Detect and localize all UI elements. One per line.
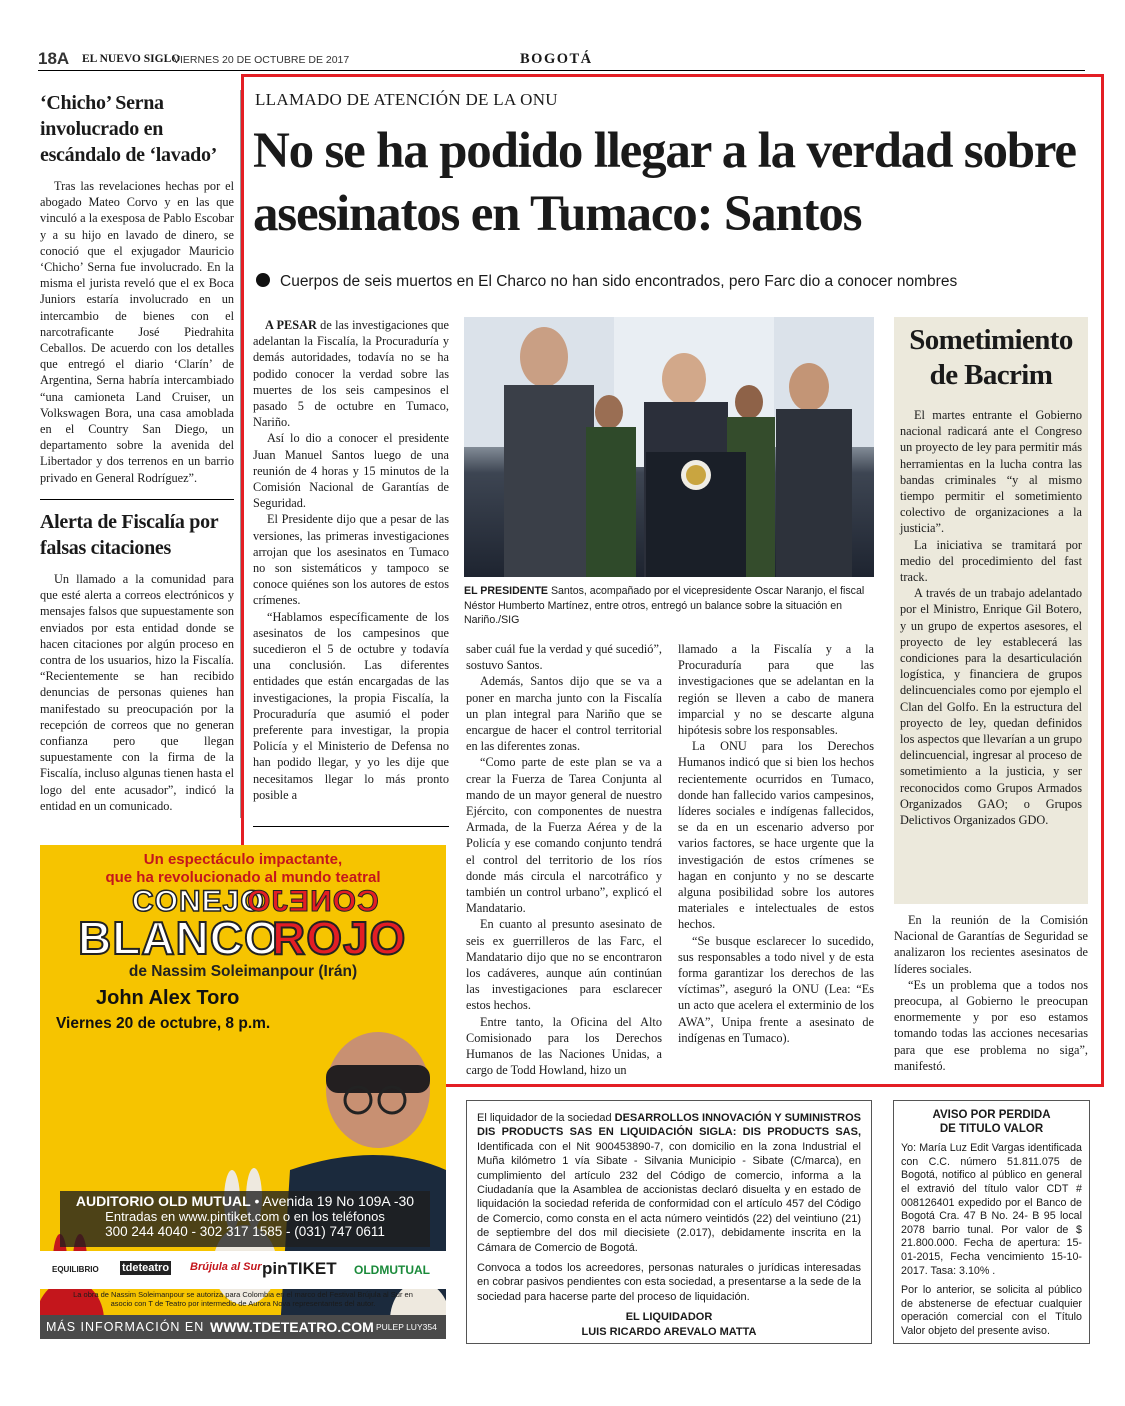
logo-brujula: Brújula al Sur	[190, 1261, 262, 1273]
ad-footer	[40, 1315, 446, 1339]
ad-title-conejo-mirror: CONEJO	[246, 885, 379, 918]
ad-title-blanco: BLANCO	[78, 912, 281, 964]
brief-fiscalia-title: Alerta de Fiscalía por falsas citaciones	[40, 511, 218, 559]
theatre-ad[interactable]	[40, 845, 446, 1339]
ad-more: MÁS INFORMACIÓN EN	[46, 1320, 205, 1334]
story-col-1: A PESAR de las investigaciones que adelantan la Fiscalía, la Procuraduría y demás autoridades, todavía no se ha podido conocer la verdad sobre las muertes de los seis campesinos el pasado 5 de octubre en Tumaco, Nariño. Así lo dio a conocer el presidente Juan Manuel Santos luego de una reunión de 4 horas y 15 minutos de la Comisión Nacional de Garantías de Seguridad. El Presidente dijo que a pesar de las versiones, las primeras investigaciones arrojan que los asesinatos en Tumaco no son sistemáticos y tampoco se conoce quiénes son los autores de estos crímenes. “Hablamos específicamente de los asesinatos de los campesinos que sucedieron el 5 de octubre y todavía una conclusión. Las diferentes entidades que están encargadas de las investigaciones, la propia Fiscalía, la Procuraduría que asumió el poder preferente para investigar, la propia Policía y el Ministerio de Defensa no han podido llegar, y yo les dije que necesitamos llegar lo más pronto posible a	[253, 318, 449, 802]
notice-title-2: DE TITULO VALOR	[939, 1122, 1044, 1135]
ad-logos	[40, 1251, 446, 1289]
brief-serna	[40, 90, 234, 486]
ad-pulep: PULEP LUY354	[376, 1322, 437, 1332]
brief-serna-title: ‘Chicho’ Serna involucrado en escándalo de ‘lavado’	[40, 92, 218, 166]
legal-intro: El liquidador de la sociedad	[477, 1112, 612, 1124]
caption-lead: EL PRESIDENTE	[464, 585, 548, 597]
legal-company: DESARROLLOS INNOVACIÓN Y SUMINISTROS DIS PRODUCTS SAS EN LIQUIDACIÓN SIGLA: DIS PRODUCTS SAS,	[477, 1112, 861, 1139]
lead-caps: A PESAR	[265, 318, 317, 332]
ad-fineprint: La obra de Nassim Soleimanpour se autoriza para Colombia en el marco del Festival Brújula al Sur en asocio con T de Teatro por intermedio de Aurora Nova representantes del autor.	[73, 1290, 413, 1308]
lost-title-notice	[893, 1100, 1090, 1344]
ad-venue-bar	[60, 1191, 430, 1247]
legal-body-2: Convoca a todos los acreedores, personas naturales o jurídicas interesadas en cobrar pasivos pendientes con esta sociedad, a presentarse a la sede de la sociedad para hacerse parte del proceso de liquidación.	[477, 1262, 861, 1303]
logo-tdeteatro: tdeteatro	[122, 1262, 170, 1274]
logo-pintiket: pinTIKET	[262, 1259, 337, 1278]
page-header	[38, 48, 1085, 70]
brief-fiscalia	[40, 509, 234, 814]
ad-tagline-1: Un espectáculo impactante,	[143, 851, 343, 868]
legal-signer-name: LUIS RICARDO AREVALO MATTA	[581, 1325, 757, 1338]
header-rule	[38, 70, 1085, 71]
ad-title-conejo: CONEJO	[132, 885, 265, 918]
ad-venue: AUDITORIO OLD MUTUAL	[75, 1193, 251, 1209]
page-number: 18A	[38, 49, 70, 68]
legal-signer-title: EL LIQUIDADOR	[625, 1311, 713, 1324]
ad-actor: John Alex Toro	[96, 987, 240, 1009]
ad-tagline-2: que ha revolucionado al mundo teatral	[105, 869, 381, 886]
liquidation-notice	[466, 1100, 872, 1344]
ad-author: de Nassim Soleimanpour (Irán)	[128, 963, 358, 980]
issue-date: VIERNES 20 DE OCTUBRE DE 2017	[173, 54, 350, 66]
ad-tickets: Entradas en www.pintiket.com o en los teléfonos	[105, 1209, 385, 1224]
story-col-3: llamado a la Fiscalía y a la Procuraduría para que las investigaciones que se adelantan en la región se lleven a cabo de manera imparcial y no se descarte alguna hipótesis sobre los responsables. La ONU para los Derechos Humanos indicó que si bien los hechos recientemente ocurridos en Tumaco, donde han fallecido varios campesinos, líderes sociales e indígenas fallecidos, se da en un escenario adverso por varios factores, se hace urgente que la investigación de estos crímenes se hagan en conjunto y no se descarte alguna posibilidad sobre los autores materiales e intelectuales de estos hechos. “Se busque esclarecer lo sucedido, sus responsables a todo nivel y de esta forma garantizar los derechos de las víctimas”, aseguró la ONU (Lea: “Es un acto que acelera el exterminio de los AWA”, Unipa frente a asesinato de indígenas en Tumaco).	[678, 642, 874, 1045]
sidebar-title: Sometimiento de Bacrim	[909, 324, 1073, 391]
sidebar-after: En la reunión de la Comisión Nacional de Garantías de Seguridad se analizaron los recientes asesinatos de líderes sociales. “Es un problema que a todos nos preocupa, al Gobierno le preocupan enormemente y por eso estamos tomando todas las acciones necesarias para que ese problema no siga”, manifestó.	[894, 913, 1088, 1073]
logo-equilibrio: EQUILIBRIO	[52, 1265, 99, 1274]
legal-body-1: Identificada con el Nit 900453890-7, con domicilio en la zona Industrial el Muña kilómetro 1 vía Sibate - Silvania Municipio - Sibate (C/marca), en cumplimiento del artículo 232 del Código de comercio, informa a la Ciudadanía que la Asamblea de accionistas declaró disuelta y en estado de liquidación la sociedad referida de conformidad con el artículo 457 del Código de Comercio, como consta en el acta número veintidós (22) del veintiuno (21) de septiembre del dos mil diecisiete (2.017), debidamente inscrita en la Cámara de Comercio de Bogotá.	[477, 1140, 861, 1254]
notice-body-1: Yo: María Luz Edit Vargas identificada con C.C. número 51.811.075 de Bogotá, notifico al público en general el extravió del título valor CDT # 008126401 expedido por el Banco de Bogotá Cra. 47 B No. 24- B 95 local 2078 barrio tunal. Por valor de $ 21.800.000. Fecha de apertura: 15-01-2015, Fecha vencimiento 15-10-2017. Tasa: 3.10% .	[901, 1142, 1082, 1277]
notice-title-1: AVISO POR PERDIDA	[932, 1109, 1051, 1121]
left-divider-1	[40, 499, 234, 500]
brief-serna-body: Tras las revelaciones hechas por el abogado Mateo Corvo y en las que vinculó a la exesposa de Pablo Escobar y a su hijo en lavado de dinero, se conoció que el exjugador Mauricio ‘Chicho’ Serna fue involucrado. En la misma el jurista reveló que el ex Boca Juniors estaría involucrado en un intercambio de bienes con el narcotraficante José Piedrahita Ceballos. De acuerdo con los detalles que entregó el diario ‘Clarín’ de Argentina, Serna habría intercambiado “una camioneta Land Cruiser, un Volkswagen Bora, una casa amoblada en el Country San Diego, un departamento sobre la avenida del Libertador y dos terrenos en un barrio privado en General Rodríguez”.	[40, 179, 234, 485]
paper-name: EL NUEVO SIGLO	[82, 53, 181, 65]
logo-oldmutual: OLDMUTUAL	[354, 1263, 430, 1277]
notice-body-2: Por lo anterior, se solicita al público de abstenerse de efectuar cualquier operación comercial con el Título Valor objeto del presente aviso.	[901, 1284, 1082, 1337]
sidebar-body: El martes entrante el Gobierno nacional radicará ante el Congreso un proyecto de ley para permitir más herramientas en la lucha contra las bandas criminales “y al mismo tiempo permitir el sometimiento colectivo de organizaciones a la justicia”. La iniciativa se tramitará por medio del procedimiento del fast track. A través de un trabajo adelantado por el Ministro, Enrique Gil Botero, y un grupo de expertos asesores, el proyecto de ley establecerá las condiciones para la desarticulación logística, y financiera de grupos delincuenciales como por ejemplo el Clan del Golfo. En la estructura del proyecto de ley, quedan definidos los aspectos que llevarían a un grupo delincuencial, ingresar al proceso de sometimiento a la justicia, y ser reconocidos como Grupos Armados Organizados GAO; o Grupos Delictivos Organizados GDO.	[900, 408, 1082, 828]
ad-url[interactable]: WWW.TDETEATRO.COM	[210, 1319, 374, 1335]
caption-text: Santos, acompañado por el vicepresidente Oscar Naranjo, el fiscal Néstor Humberto Martínez, entre otros, entregó un balance sobre la situación en Nariño./SIG	[464, 585, 865, 626]
headline: No se ha podido llegar a la verdad sobre asesinatos en Tumaco: Santos	[253, 123, 1076, 242]
kicker: LLAMADO DE ATENCIÓN DE LA ONU	[255, 90, 558, 109]
subhead-text: Cuerpos de seis muertos en El Charco no han sido encontrados, pero Farc dio a conocer nombres	[280, 273, 958, 290]
brief-fiscalia-body: Un llamado a la comunidad para que esté alerta a correos electrónicos y mensajes falsos que supuestamente son enviados por esta entidad donde se hacen citaciones por algún proceso en contra de los usuarios, hizo la Fiscalía. “Recientemente se han recibido denuncias de personas quienes han manifestado su preocupación por la recepción de correos que no generan confianza pero que llegan supuestamente con la firma de la Fiscalía, incluso algunas tienen hasta el logo del ente acusador”, indicó la entidad en un comunicado.	[40, 572, 234, 813]
section-name: BOGOTÁ	[520, 51, 593, 67]
ad-title-rojo: ROJO	[272, 912, 407, 964]
story-col-2: saber cuál fue la verdad y qué sucedió”, sostuvo Santos. Además, Santos dijo que se va a poner en marcha junto con la Fiscalía un plan integral para Nariño que se encargue de hacer el control territorial en las diferentes zonas. “Como parte de este plan se va a crear la Fuerza de Tarea Conjunta al mando de un mayor general de nuestro Ejército, con componentes de nuestra Armada, de la Fuerza Aérea y de la Policía y ese comando conjunto tendrá el control del territorio de los ríos donde más circula el narcotráfico y también un control urbano”, explicó el Mandatario. En cuanto al presunto asesinato de seis ex guerrilleros de las Farc, el Mandatario dijo que no se encontraron los cadáveres, aunque aún continúan las investigaciones para esclarecer estos hechos. Entre tanto, la Oficina del Alto Comisionado para los Derechos Humanos de las Naciones Unidas, a cargo de Todd Howland, hizo un	[466, 642, 662, 1078]
ad-phones: 300 244 4040 - 302 317 1585 - (031) 747 0611	[105, 1224, 385, 1239]
ad-date: Viernes 20 de octubre, 8 p.m.	[56, 1015, 271, 1032]
ad-address: • Avenida 19 No 109A -30	[254, 1193, 415, 1209]
